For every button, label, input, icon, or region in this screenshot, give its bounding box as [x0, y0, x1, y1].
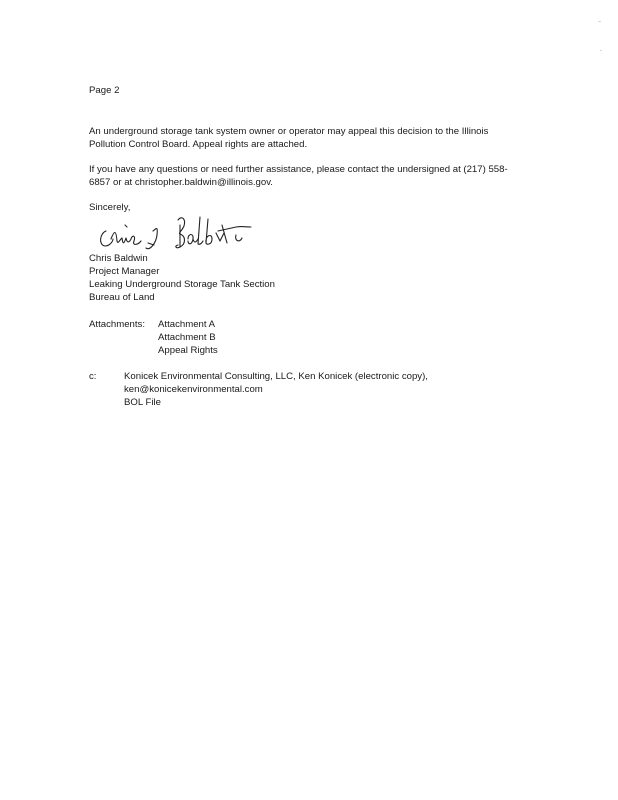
- attachment-item: Attachment B: [158, 332, 216, 343]
- contact-paragraph: [89, 163, 508, 189]
- contact-paragraph-line: 6857 or at christopher.baldwin@illinois.gov.: [89, 177, 273, 188]
- appeal-paragraph-line: An underground storage tank system owner or operator may appeal this decision to the Illinois: [89, 126, 489, 137]
- scan-artifact: [600, 50, 602, 51]
- handwritten-signature: [96, 205, 256, 255]
- cc-recipient: Konicek Environmental Consulting, LLC, Ken Konicek (electronic copy),: [124, 371, 428, 382]
- appeal-paragraph: [89, 125, 488, 151]
- attachments-label: Attachments:: [89, 319, 145, 330]
- cc-file: BOL File: [124, 397, 161, 408]
- contact-paragraph-line: If you have any questions or need further assistance, please contact the undersigned at (217) 558-: [89, 164, 508, 175]
- appeal-paragraph-line: Pollution Control Board. Appeal rights are attached.: [89, 139, 308, 150]
- scan-artifact: [598, 21, 601, 22]
- attachment-item: Attachment A: [158, 319, 216, 330]
- signer-bureau: Bureau of Land: [89, 292, 155, 303]
- signer-name: Chris Baldwin: [89, 253, 148, 264]
- signer-section: Leaking Underground Storage Tank Section: [89, 279, 275, 290]
- signer-title: Project Manager: [89, 266, 160, 277]
- cc-label: c:: [89, 371, 97, 382]
- cc-email: ken@konicekenvironmental.com: [124, 384, 263, 395]
- closing: Sincerely,: [89, 202, 131, 213]
- attachment-item: Appeal Rights: [158, 345, 218, 356]
- page-number: Page 2: [89, 85, 120, 96]
